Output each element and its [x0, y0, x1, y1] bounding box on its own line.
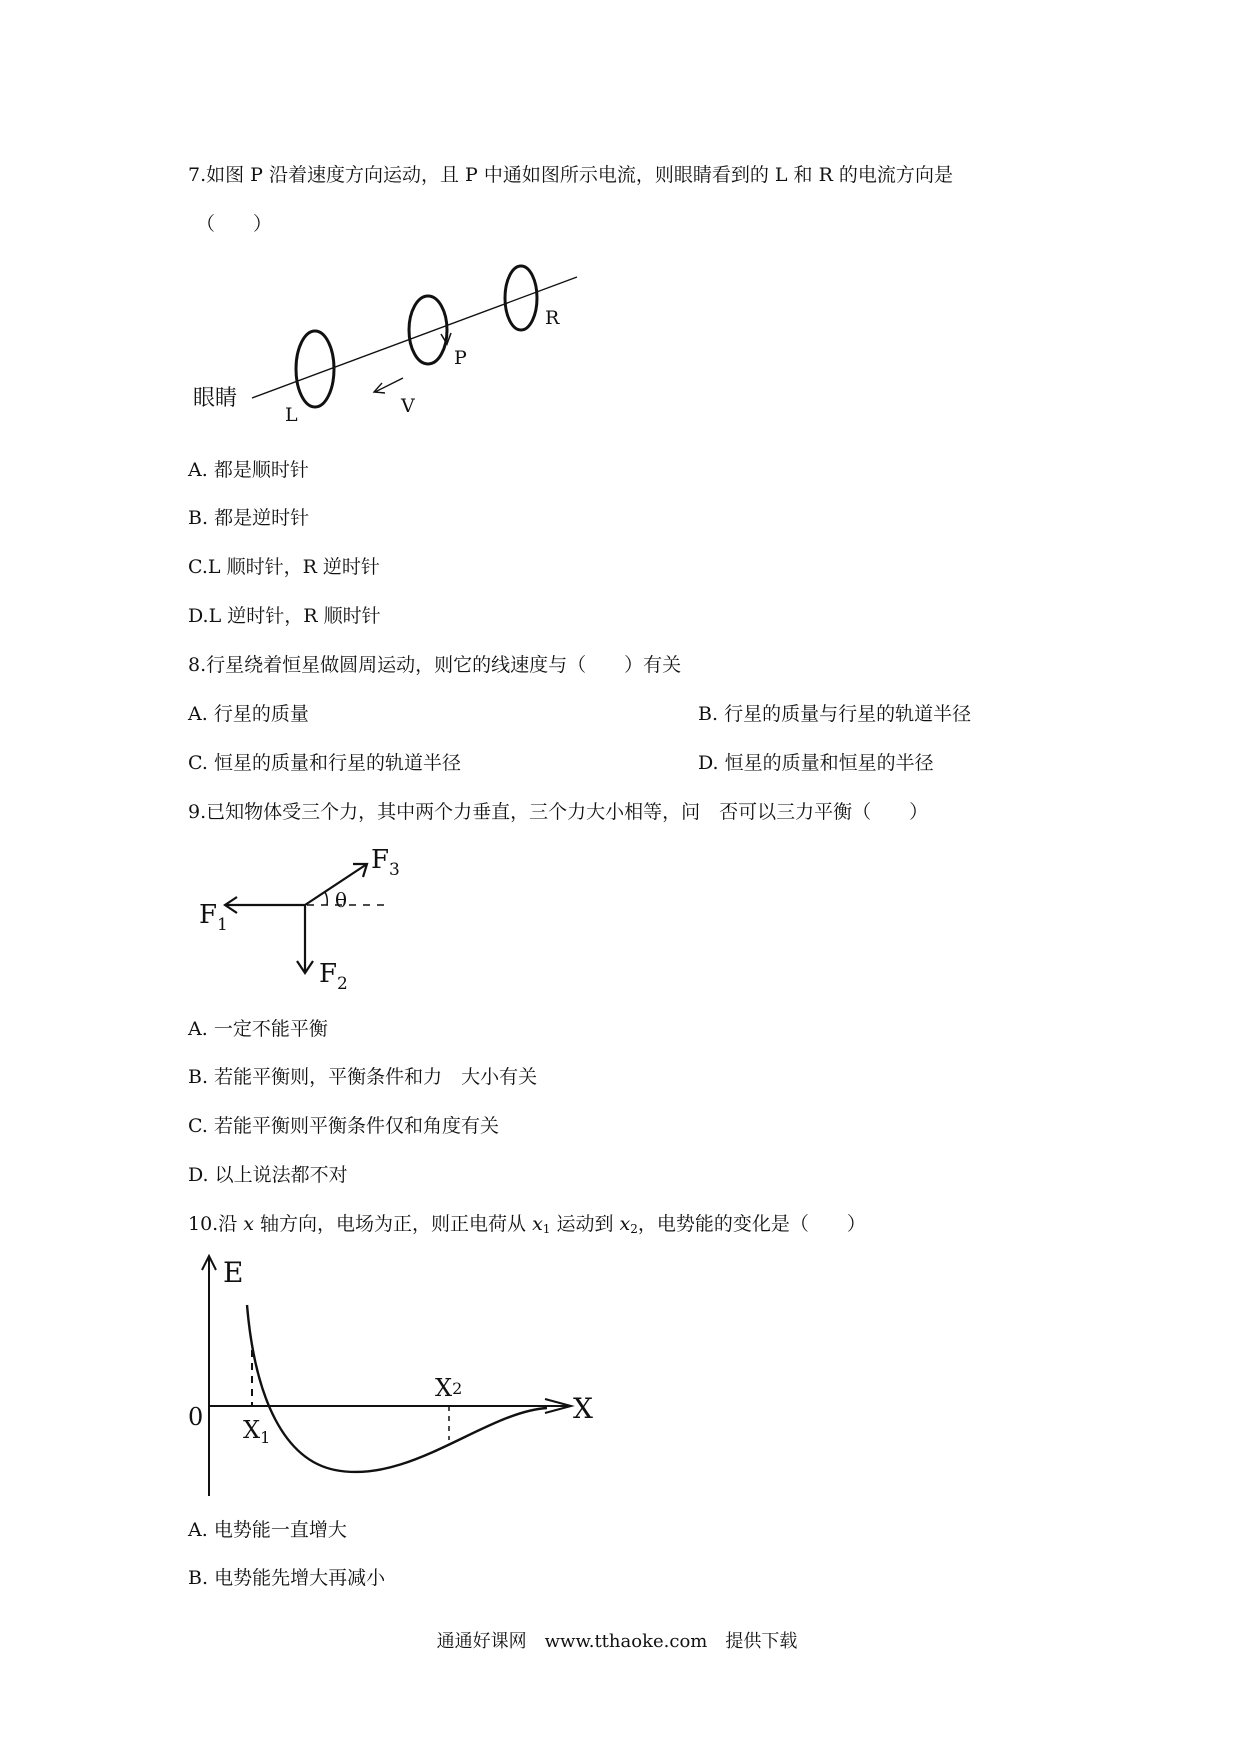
- q8-stem: 8.行星绕着恒星做圆周运动，则它的线速度与（ ）有关: [188, 654, 682, 676]
- option-text: 恒星的质量和行星的轨道半径: [213, 752, 461, 774]
- option-letter: B.: [188, 1066, 209, 1088]
- q8-option-d: [698, 751, 934, 775]
- q10-x-axis-label: X: [573, 1392, 593, 1425]
- option-text: 电势能一直增大: [213, 1519, 347, 1541]
- option-letter: B.: [698, 703, 719, 725]
- q7-ring-mid-label: P: [454, 347, 467, 369]
- option-letter: D.: [188, 605, 209, 627]
- option-text: 都是顺时针: [213, 459, 309, 481]
- q7-option-b: [188, 506, 309, 530]
- option-text: 都是逆时针: [214, 507, 310, 529]
- option-text: 恒星的质量和恒星的半径: [724, 752, 934, 774]
- option-text: 若能平衡则平衡条件仅和角度有关: [213, 1115, 499, 1137]
- option-letter: B.: [188, 507, 209, 529]
- option-letter: B.: [188, 1567, 209, 1589]
- q9-angle-label: θ: [335, 888, 348, 912]
- q9-f3-label: $F_3$: [371, 845, 400, 880]
- page-footer: 通通好课网 www.tthaoke.com 提供下载: [436, 1631, 798, 1652]
- q9-option-b: [188, 1065, 537, 1089]
- option-letter: D.: [698, 752, 719, 774]
- q7-velocity-line: [375, 378, 403, 392]
- q7-option-a: [188, 458, 309, 482]
- q9-angle-arc: [325, 892, 327, 905]
- q8-option-b: [698, 702, 971, 726]
- option-text: L 顺时针，R 逆时针: [207, 556, 380, 578]
- q7-ring-p: [409, 296, 447, 364]
- q7-ring-right-label: R: [545, 307, 560, 329]
- q10-stem: 10.沿 x 轴方向，电场为正，则正电荷从 $x_1$ 运动到 $x_2$，电势能的变化是（ ）: [188, 1213, 866, 1236]
- q10-origin-label: 0: [188, 1403, 204, 1431]
- q7-ring-left-label: L: [285, 404, 298, 426]
- q7-stem: 7.如图 P 沿着速度方向运动，且 P 中通如图所示电流，则眼睛看到的 L 和 R 的电流方向是: [188, 164, 953, 186]
- q9-figure: [195, 845, 410, 995]
- q7-eye-label: 眼睛: [193, 386, 238, 411]
- option-letter: A.: [188, 1018, 208, 1040]
- option-text: 一定不能平衡: [213, 1018, 328, 1040]
- option-text: 以上说法都不对: [214, 1164, 348, 1186]
- q9-option-d: [188, 1163, 348, 1187]
- option-letter: C.: [188, 1115, 208, 1137]
- q9-f1-label: $F_1$: [199, 900, 228, 935]
- q7-option-d: [188, 604, 381, 628]
- q7-velocity-label: V: [401, 395, 415, 417]
- q10-x2-label: X2: [435, 1374, 463, 1402]
- option-text: 行星的质量: [213, 703, 309, 725]
- option-letter: A.: [188, 1519, 208, 1541]
- q8-option-a: [188, 702, 309, 726]
- option-text: 电势能先增大再减小: [214, 1567, 386, 1589]
- option-text: 若能平衡则，平衡条件和力 大小有关: [214, 1066, 538, 1088]
- option-letter: C.: [188, 752, 208, 774]
- q9-f2-label: $F_2$: [319, 959, 348, 994]
- q10-figure: [185, 1250, 605, 1505]
- option-letter: A.: [188, 703, 208, 725]
- option-letter: C.: [188, 556, 208, 578]
- option-text: 行星的质量与行星的轨道半径: [724, 703, 972, 725]
- q10-y-axis-label: E: [223, 1256, 244, 1289]
- q10-option-a: [188, 1518, 347, 1542]
- option-letter: D.: [188, 1164, 209, 1186]
- q10-field-curve: [247, 1305, 547, 1472]
- q7-axis-line: [252, 277, 577, 398]
- q9-stem: 9.已知物体受三个力，其中两个力垂直，三个力大小相等，问 否可以三力平衡（ ）: [188, 801, 929, 823]
- q9-option-a: [188, 1017, 328, 1041]
- q7-option-c: [188, 555, 380, 579]
- q10-x1-label: $X_1$: [243, 1416, 271, 1447]
- q8-option-c: [188, 751, 461, 775]
- q7-blank: （ ）: [196, 213, 273, 235]
- q10-option-b: [188, 1566, 385, 1590]
- q9-option-c: [188, 1114, 499, 1138]
- q7-figure: [185, 262, 605, 427]
- option-letter: A.: [188, 459, 208, 481]
- option-text: L 逆时针，R 顺时针: [208, 605, 381, 627]
